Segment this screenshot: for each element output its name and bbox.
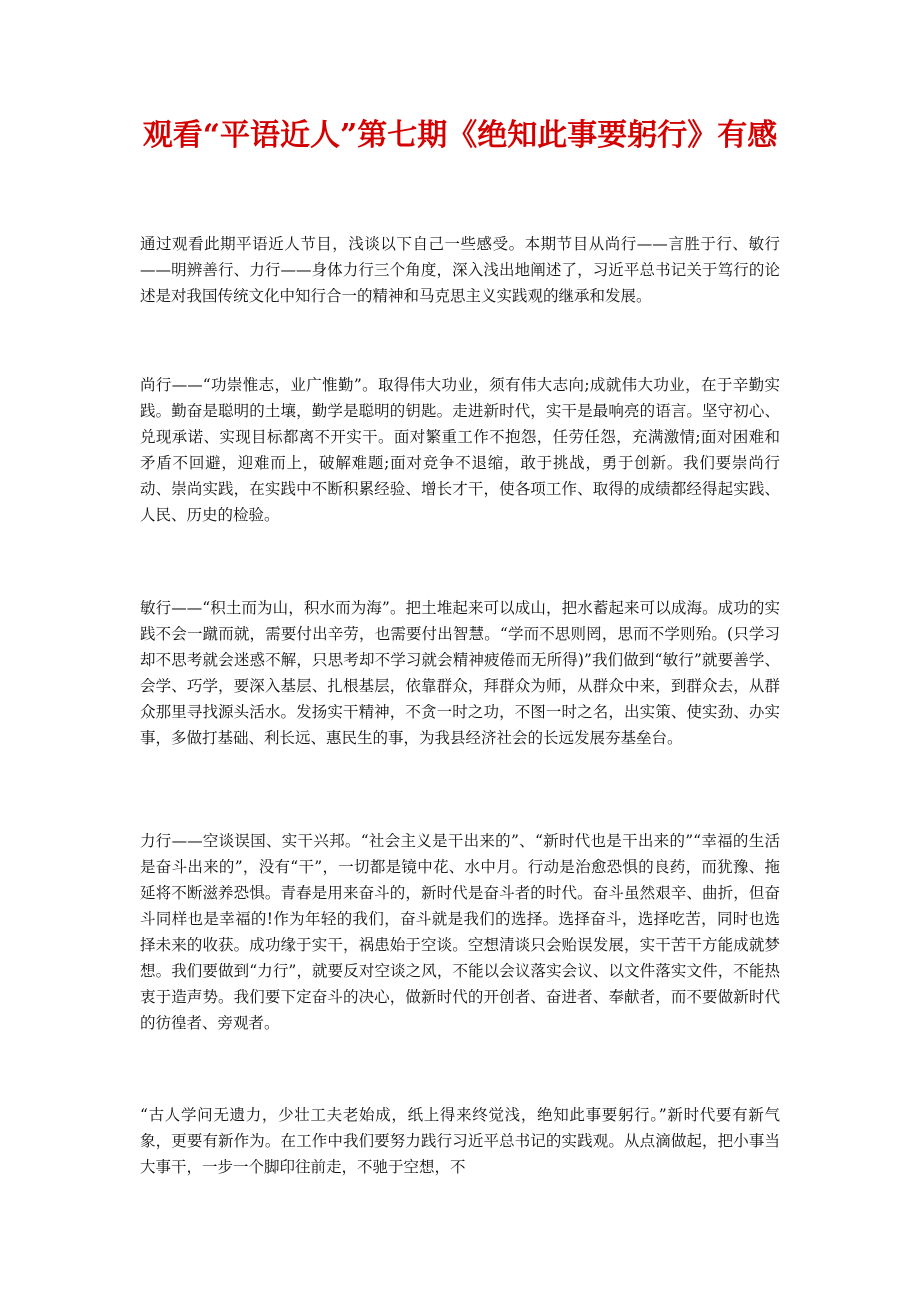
paragraph-shangxing: 尚行——“功崇惟志，业广惟勤”。取得伟大功业，须有伟大志向;成就伟大功业，在于辛勤实践。勤奋是聪明的土壤，勤学是聪明的钥匙。走进新时代，实干是最响亮的语言。坚守初心、兑现承诺、实现目标都离不开实干。面对繁重工作不抱怨，任劳任怨，充满激情;面对困难和矛盾不回避，迎难而上，破解难题;面对竞争不退缩，敢于挑战，勇于创新。我们要崇尚行动、崇尚实践，在实践中不断积累经验、增长才干，使各项工作、取得的成绩都经得起实践、人民、历史的检验。 [140, 376, 780, 524]
paragraph-minxing: 敏行——“积土而为山，积水而为海”。把土堆起来可以成山，把水蓄起来可以成海。成功的实践不会一蹴而就，需要付出辛劳，也需要付出智慧。“学而不思则罔，思而不学则殆。(只学习却不思考就会迷惑不解，只思考却不学习就会精神疲倦而无所得)”我们做到“敏行”就要善学、会学、巧学，要深入基层、扎根基层，依靠群众，拜群众为师，从群众中来，到群众去，从群众那里寻找源头活水。发扬实干精神，不贪一时之功，不图一时之名，出实策、使实劲、办实事，多做打基础、利长远、惠民生的事，为我县经济社会的长远发展夯基垒台。 [140, 599, 780, 747]
paragraph-conclusion: “古人学问无遗力，少壮工夫老始成，纸上得来终觉浅，绝知此事要躬行。”新时代要有新气象，更要有新作为。在工作中我们要努力践行习近平总书记的实践观。从点滴做起，把小事当大事干，一步一个脚印往前走，不驰于空想，不 [140, 1106, 780, 1176]
paragraph-intro: 通过观看此期平语近人节目，浅谈以下自己一些感受。本期节目从尚行——言胜于行、敏行——明辨善行、力行——身体力行三个角度，深入浅出地阐述了，习近平总书记关于笃行的论述是对我国传统文化中知行合一的精神和马克思主义实践观的继承和发展。 [140, 235, 780, 305]
document-title: 观看“平语近人”第七期《绝知此事要躬行》有感 [142, 118, 778, 153]
paragraph-lixing: 力行——空谈误国、实干兴邦。“社会主义是干出来的”、“新时代也是干出来的”“幸福的生活是奋斗出来的”，没有“干”，一切都是镜中花、水中月。行动是治愈恐惧的良药，而犹豫、拖延将不断滋养恐惧。青春是用来奋斗的，新时代是奋斗者的时代。奋斗虽然艰辛、曲折，但奋斗同样也是幸福的!作为年轻的我们，奋斗就是我们的选择。选择奋斗，选择吃苦，同时也选择未来的收获。成功缘于实干，祸患始于空谈。空想清谈只会贻误发展，实干苦干方能成就梦想。我们要做到“力行”，就要反对空谈之风，不能以会议落实会议、以文件落实文件，不能热衷于造声势。我们要下定奋斗的决心，做新时代的开创者、奋进者、奉献者，而不要做新时代的彷徨者、旁观者。 [140, 832, 780, 1032]
